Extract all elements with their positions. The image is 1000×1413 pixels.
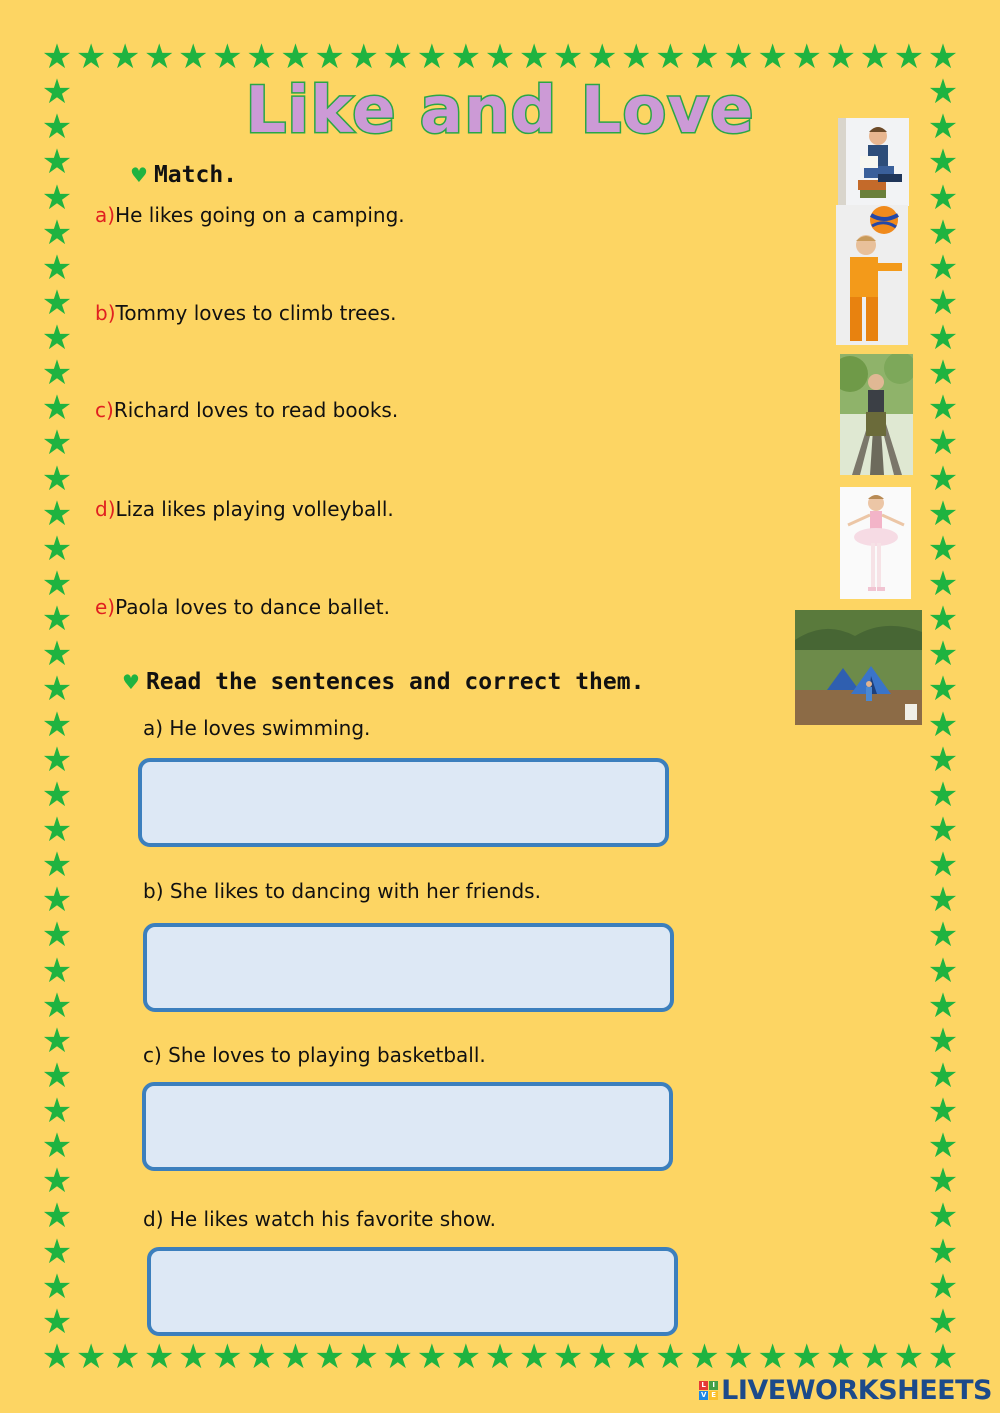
match-item: [95, 595, 390, 619]
star-icon: ★: [927, 915, 959, 956]
star-icon: ★: [143, 37, 175, 77]
star-icon: ★: [927, 1091, 959, 1132]
match-item-text: He likes going on a camping.: [115, 203, 405, 227]
star-icon: ★: [825, 1337, 856, 1377]
star-icon: ★: [927, 458, 959, 499]
photo-camping[interactable]: [795, 610, 922, 725]
star-icon: ★: [484, 1337, 516, 1377]
star-icon: ★: [893, 1337, 925, 1377]
match-item-letter: a): [95, 203, 116, 227]
star-icon: ★: [314, 37, 345, 77]
match-item-text: Liza likes playing volleyball.: [115, 497, 394, 521]
star-icon: ★: [450, 37, 482, 77]
correct-question: c) She loves to playing basketball.: [143, 1043, 486, 1067]
match-item-letter: d): [95, 497, 116, 521]
star-icon: ★: [314, 1337, 345, 1377]
match-item-letter: e): [95, 595, 116, 619]
star-icon: ★: [757, 37, 788, 77]
star-icon: ★: [246, 1337, 277, 1377]
photo-girl-ballet[interactable]: [840, 487, 911, 599]
star-icon: ★: [927, 880, 959, 921]
star-icon: ★: [927, 739, 959, 780]
star-icon: ★: [41, 107, 73, 148]
photo-boy-reading[interactable]: [838, 118, 909, 206]
star-icon: ★: [41, 1337, 73, 1377]
star-icon: ★: [41, 72, 73, 113]
star-icon: ★: [41, 1231, 73, 1272]
star-icon: ★: [41, 774, 73, 815]
star-icon: ★: [927, 985, 959, 1026]
worksheet-title: Like and Love: [245, 74, 755, 148]
star-icon: ★: [621, 37, 652, 77]
logo-block: I: [709, 1381, 718, 1390]
star-icon: ★: [518, 37, 550, 77]
correct-question: b) She likes to dancing with her friends.: [143, 879, 541, 903]
answer-field[interactable]: [143, 923, 674, 1012]
logo-text: LIVEWORKSHEETS: [721, 1374, 992, 1406]
star-icon: ★: [41, 318, 73, 359]
star-icon: ★: [280, 37, 311, 77]
answer-field[interactable]: [138, 758, 669, 847]
star-icon: ★: [41, 915, 73, 956]
star-icon: ★: [927, 669, 959, 710]
star-icon: ★: [927, 1055, 959, 1096]
match-heading-label: Match.: [153, 162, 238, 188]
star-icon: ★: [927, 564, 959, 605]
star-icon: ★: [927, 1266, 959, 1307]
star-icon: ★: [109, 37, 141, 77]
star-icon: ★: [41, 247, 73, 288]
star-icon: ★: [927, 1020, 959, 1061]
star-icon: ★: [416, 37, 448, 77]
star-icon: ★: [41, 458, 73, 499]
logo-block: L: [699, 1381, 708, 1390]
star-icon: ★: [178, 1337, 209, 1377]
match-item-text: Richard loves to read books.: [113, 398, 399, 422]
star-icon: ★: [41, 1055, 73, 1096]
star-icon: ★: [212, 1337, 243, 1377]
logo-block: V: [700, 1390, 707, 1399]
star-icon: ★: [41, 1161, 73, 1202]
star-icon: ★: [41, 493, 73, 534]
star-icon: ★: [41, 1091, 73, 1132]
star-icon: ★: [41, 880, 73, 921]
star-icon: ★: [859, 37, 891, 77]
star-icon: ★: [927, 774, 959, 815]
star-icon: ★: [41, 177, 73, 218]
photo-boy-climbing-tree[interactable]: [840, 354, 913, 475]
star-icon: ★: [41, 1266, 73, 1307]
star-icon: ★: [41, 704, 73, 745]
star-icon: ★: [621, 1337, 652, 1377]
star-icon: ★: [41, 142, 73, 183]
star-icon: ★: [859, 1337, 891, 1377]
star-icon: ★: [41, 423, 73, 464]
match-heading: [130, 162, 237, 188]
star-icon: ★: [518, 1337, 550, 1377]
star-icon: ★: [41, 809, 73, 850]
star-icon: ★: [586, 1337, 618, 1377]
star-icon: ★: [927, 1161, 959, 1202]
star-icon: ★: [450, 1337, 482, 1377]
liveworksheets-logo: [699, 1373, 992, 1407]
correct-heading: [122, 669, 644, 695]
star-icon: ★: [927, 37, 959, 77]
star-icon: ★: [927, 388, 959, 429]
star-icon: ★: [246, 37, 277, 77]
heart-icon: ♥: [122, 670, 140, 694]
star-icon: ★: [791, 37, 822, 77]
star-icon: ★: [41, 388, 73, 429]
star-icon: ★: [552, 1337, 584, 1377]
star-icon: ★: [41, 985, 73, 1026]
star-icon: ★: [927, 72, 959, 113]
star-icon: ★: [927, 318, 959, 359]
star-icon: ★: [41, 212, 73, 253]
star-icon: ★: [927, 704, 959, 745]
star-icon: ★: [41, 739, 73, 780]
star-icon: ★: [41, 634, 73, 675]
match-item-text: Paola loves to dance ballet.: [115, 595, 390, 619]
star-icon: ★: [927, 1337, 959, 1377]
star-icon: ★: [927, 634, 959, 675]
star-icon: ★: [927, 177, 959, 218]
star-icon: ★: [109, 1337, 141, 1377]
star-icon: ★: [927, 247, 959, 288]
star-icon: ★: [41, 528, 73, 569]
star-icon: ★: [382, 37, 413, 77]
star-icon: ★: [927, 282, 959, 323]
star-icon: ★: [552, 37, 584, 77]
star-icon: ★: [927, 423, 959, 464]
star-icon: ★: [825, 37, 856, 77]
star-icon: ★: [927, 845, 959, 886]
star-icon: ★: [791, 1337, 822, 1377]
match-item: [95, 398, 398, 422]
star-icon: ★: [75, 37, 107, 77]
star-icon: ★: [382, 1337, 413, 1377]
star-icon: ★: [927, 353, 959, 394]
star-icon: ★: [280, 1337, 311, 1377]
logo-block: E: [709, 1391, 718, 1400]
star-icon: ★: [927, 493, 959, 534]
star-icon: ★: [75, 1337, 107, 1377]
match-item: [95, 497, 394, 521]
star-icon: ★: [41, 599, 73, 640]
star-icon: ★: [348, 1337, 379, 1377]
answer-field[interactable]: [142, 1082, 673, 1171]
correct-heading-label: Read the sentences and correct them.: [145, 669, 645, 695]
star-icon: ★: [927, 599, 959, 640]
star-icon: ★: [723, 1337, 754, 1377]
star-icon: ★: [689, 1337, 720, 1377]
star-icon: ★: [41, 845, 73, 886]
star-icon: ★: [927, 1196, 959, 1237]
star-icon: ★: [416, 1337, 448, 1377]
star-icon: ★: [484, 37, 516, 77]
star-icon: ★: [927, 1231, 959, 1272]
star-icon: ★: [41, 1301, 73, 1342]
star-icon: ★: [723, 37, 754, 77]
correct-question: a) He loves swimming.: [143, 716, 371, 740]
star-icon: ★: [927, 212, 959, 253]
star-icon: ★: [927, 142, 959, 183]
star-icon: ★: [927, 107, 959, 148]
match-item-text: Tommy loves to climb trees.: [115, 301, 397, 325]
star-icon: ★: [41, 1196, 73, 1237]
heart-icon: ♥: [130, 163, 148, 187]
star-icon: ★: [655, 1337, 686, 1377]
star-icon: ★: [757, 1337, 788, 1377]
star-icon: ★: [178, 37, 209, 77]
star-icon: ★: [927, 528, 959, 569]
star-icon: ★: [655, 37, 686, 77]
match-item: [95, 203, 405, 227]
star-icon: ★: [927, 950, 959, 991]
star-icon: ★: [586, 37, 618, 77]
correct-question: d) He likes watch his favorite show.: [143, 1207, 496, 1231]
star-icon: ★: [927, 1126, 959, 1167]
star-icon: ★: [927, 1301, 959, 1342]
star-icon: ★: [689, 37, 720, 77]
star-icon: ★: [41, 1020, 73, 1061]
star-icon: ★: [41, 282, 73, 323]
photo-girl-volleyball[interactable]: [836, 205, 908, 345]
star-icon: ★: [212, 37, 243, 77]
star-icon: ★: [893, 37, 925, 77]
star-icon: ★: [41, 1126, 73, 1167]
star-icon: ★: [41, 669, 73, 710]
match-item-letter: b): [95, 301, 116, 325]
logo-blocks-icon: [699, 1381, 718, 1400]
star-icon: ★: [41, 564, 73, 605]
star-icon: ★: [927, 809, 959, 850]
star-icon: ★: [41, 950, 73, 991]
star-icon: ★: [41, 37, 73, 77]
answer-field[interactable]: [147, 1247, 678, 1336]
star-icon: ★: [143, 1337, 175, 1377]
match-item: [95, 301, 397, 325]
star-icon: ★: [348, 37, 379, 77]
match-item-letter: c): [95, 398, 114, 422]
star-icon: ★: [41, 353, 73, 394]
